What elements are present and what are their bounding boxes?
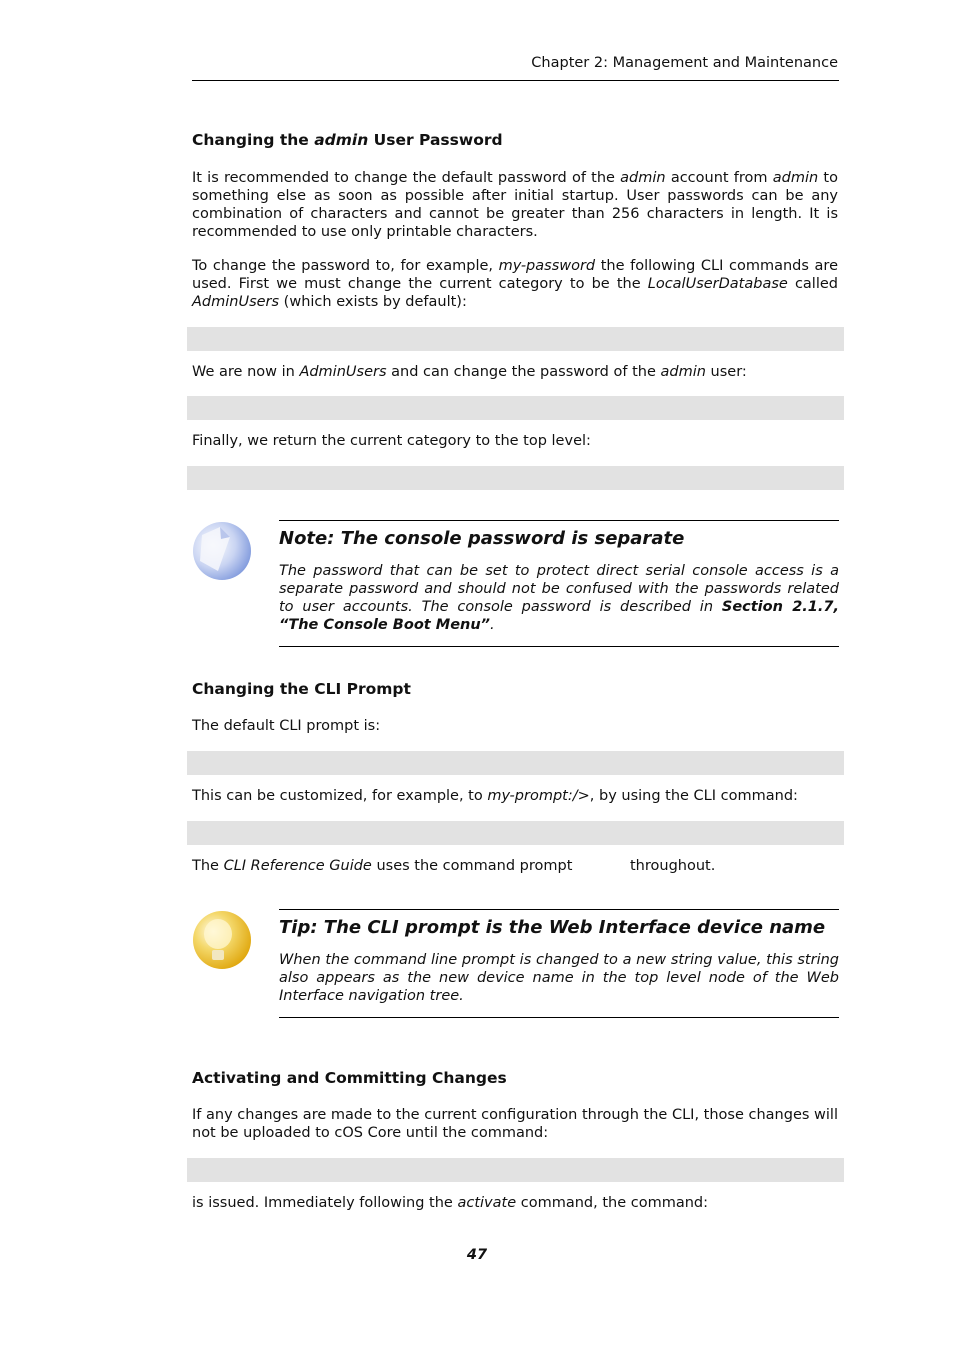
note-box (279, 520, 839, 647)
note-body: The password that can be set to protect direct serial console access is a separate password and should not be confused with the passwords related to user accounts. The console password is described in Section 2.1.7, “The Console Boot Menu”. (279, 563, 839, 633)
code-block (187, 751, 844, 775)
tip-body: When the command line prompt is changed to a new string value, this string also appears as the new device name in the top level node of the Web Interface navigation tree. (279, 952, 839, 1004)
running-header: Chapter 2: Management and Maintenance (531, 55, 838, 71)
note-page-icon (192, 521, 252, 581)
tip-box (279, 909, 839, 1018)
section-heading-activating: Activating and Committing Changes (192, 1069, 507, 1087)
note-bottom-rule (279, 646, 839, 647)
page-number: 47 (466, 1247, 488, 1263)
code-block (187, 327, 844, 351)
code-block (187, 396, 844, 420)
paragraph-reference-guide-tail: throughout. (630, 858, 716, 874)
lightbulb-icon (192, 910, 252, 970)
paragraph-default-prompt: The default CLI prompt is: (192, 718, 381, 734)
paragraph-reference-guide: The CLI Reference Guide uses the command prompt (192, 858, 573, 874)
section-link[interactable]: Section 2.1.7, “The Console Boot Menu” (279, 599, 839, 633)
note-top-rule (279, 520, 839, 521)
code-block (187, 1158, 844, 1182)
paragraph-change-password: To change the password to, for example, my-password the following CLI commands are used. First we must change the current category to be the LocalUserDatabase called AdminUsers (which exists by default): (192, 258, 838, 310)
code-block (187, 466, 844, 490)
code-block (187, 821, 844, 845)
tip-top-rule (279, 909, 839, 910)
tip-title: Tip: The CLI prompt is the Web Interface device name (279, 917, 826, 938)
paragraph-now-in-adminusers: We are now in AdminUsers and can change the password of the admin user: (192, 364, 747, 380)
section-heading-admin-password: Changing the admin User Password (192, 131, 503, 149)
paragraph-admin-intro: It is recommended to change the default password of the admin account from admin to something else as soon as possible after initial startup. User passwords can be any combination of characters and cannot be greater than 256 characters in length. It is recommended to use only printable characters. (192, 170, 838, 240)
note-title: Note: The console password is separate (279, 528, 685, 549)
paragraph-return-top: Finally, we return the current category to the top level: (192, 433, 591, 449)
paragraph-activate: is issued. Immediately following the activate command, the command: (192, 1195, 708, 1211)
section-heading-cli-prompt: Changing the CLI Prompt (192, 680, 411, 698)
paragraph-customize-prompt: This can be customized, for example, to my-prompt:/>, by using the CLI command: (192, 788, 798, 804)
paragraph-changes-upload: If any changes are made to the current configuration through the CLI, those changes will not be uploaded to cOS Core until the command: (192, 1107, 838, 1141)
header-rule (192, 80, 839, 81)
tip-bottom-rule (279, 1017, 839, 1018)
